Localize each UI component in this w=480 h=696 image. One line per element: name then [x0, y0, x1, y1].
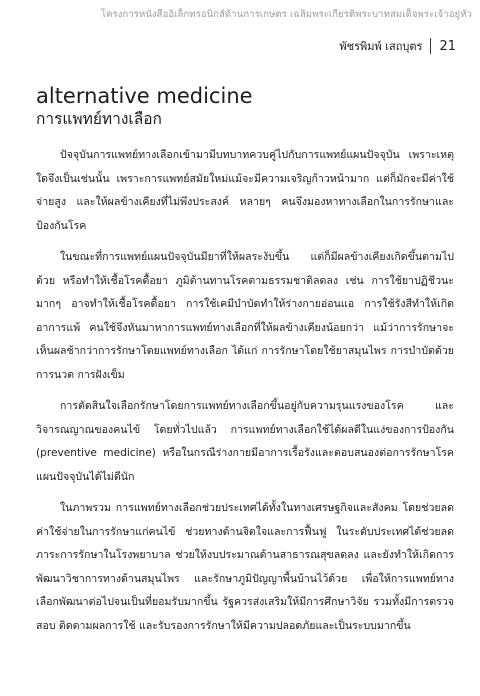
article-title: alternative medicine: [36, 84, 253, 108]
paragraph-1: ปัจจุบันการแพทย์ทางเลือกเข้ามามีบทบาทควบคู่ไปกับการแพทย์แผนปัจจุบัน เพราะเหตุใดจึงเป็นเช่นนั้น เพราะการแพทย์สมัยใหม่แม้จะมีความเจริญก้าวหน้ามาก แต่ก็มักจะมีค่าใช้จ่ายสูง และให้ผลข้างเคียงที่ไม่พึงประสงค์ หลายๆ คนจึงมองหาทางเลือกในการรักษาและป้องกันโรค: [36, 149, 454, 232]
running-header: โครงการหนังสืออิเล็กทรอนิกส์ด้านการเกษตร เฉลิมพระเกียรติพระบาทสมเด็จพระเจ้าอยู่หัว: [100, 9, 472, 20]
paragraph-4: ในภาพรวม การแพทย์ทางเลือกช่วยประเทศได้ทั้งในทางเศรษฐกิจและสังคม โดยช่วยลดค่าใช้จ่ายในการรักษาแก่คนไข้ ช่วยทางด้านจิตใจและการฟื้นฟู ในระดับประเทศได้ช่วยลดภาระการรักษาในโรงพยาบาล ช่วยให้งบประมาณด้านสาธารณสุขลดลง และยังทำให้เกิดการพัฒนาวิชาการทางด้านสมุนไพร และรักษาภูมิปัญญาพื้นบ้านไว้ด้วย เพื่อให้การแพทย์ทางเลือกพัฒนาต่อไปจนเป็นที่ยอมรับมากขึ้น รัฐควรส่งเสริมให้มีการศึกษาวิจัย รวมทั้งมีการตรวจสอบ ติดตามผลการใช้ และรับรองการรักษาให้มีความปลอดภัยและเป็นระบบมากขึ้น: [36, 502, 454, 632]
paragraph-3: การตัดสินใจเลือกรักษาโดยการแพทย์ทางเลือกขึ้นอยู่กับความรุนแรงของโรค และวิจารณญาณของคนไข้ โดยทั่วไปแล้ว การแพทย์ทางเลือกใช้ได้ผลดีในแง่ของการป้องกัน (preventive medicine) หรือในกรณีร่างกายมีอาการเรื้อรังและตอบสนองต่อการรักษาโรคแผนปัจจุบันได้ไม่ดีนัก: [36, 400, 454, 483]
author-bar: [339, 37, 456, 55]
article-body: [36, 144, 454, 646]
paragraph-2: ในขณะที่การแพทย์แผนปัจจุบันมียาที่ให้ผลระงับขึ้น แต่ก็มีผลข้างเคียงเกิดขึ้นตามไปด้วย หรือทำให้เชื้อโรคดื้อยา ภูมิต้านทานโรคตามธรรมชาติลดลง เช่น การใช้ยาปฏิชีวนะมากๆ อาจทำให้เชื้อโรคดื้อยา การใช้เคมีบำบัดทำให้ร่างกายอ่อนแอ การใช้รังสีทำให้เกิดอาการแพ้ คนใช้จึงหันมาหาการแพทย์ทางเลือกที่ให้ผลข้างเคียงน้อยกว่า แม้ว่าการรักษาจะเห็นผลช้ากว่าการรักษาโดยแพทย์ทางเลือก ได้แก่ การรักษาโดยใช้ยาสมุนไพร การบำบัดด้วยการนวด การฝังเข็ม: [36, 251, 454, 381]
author-name: พัชรพิมพ์ เสถบุตร: [339, 40, 423, 53]
page-number: 21: [439, 38, 456, 54]
article-subtitle: การแพทย์ทางเลือก: [36, 110, 162, 128]
page-separator: [430, 38, 431, 54]
